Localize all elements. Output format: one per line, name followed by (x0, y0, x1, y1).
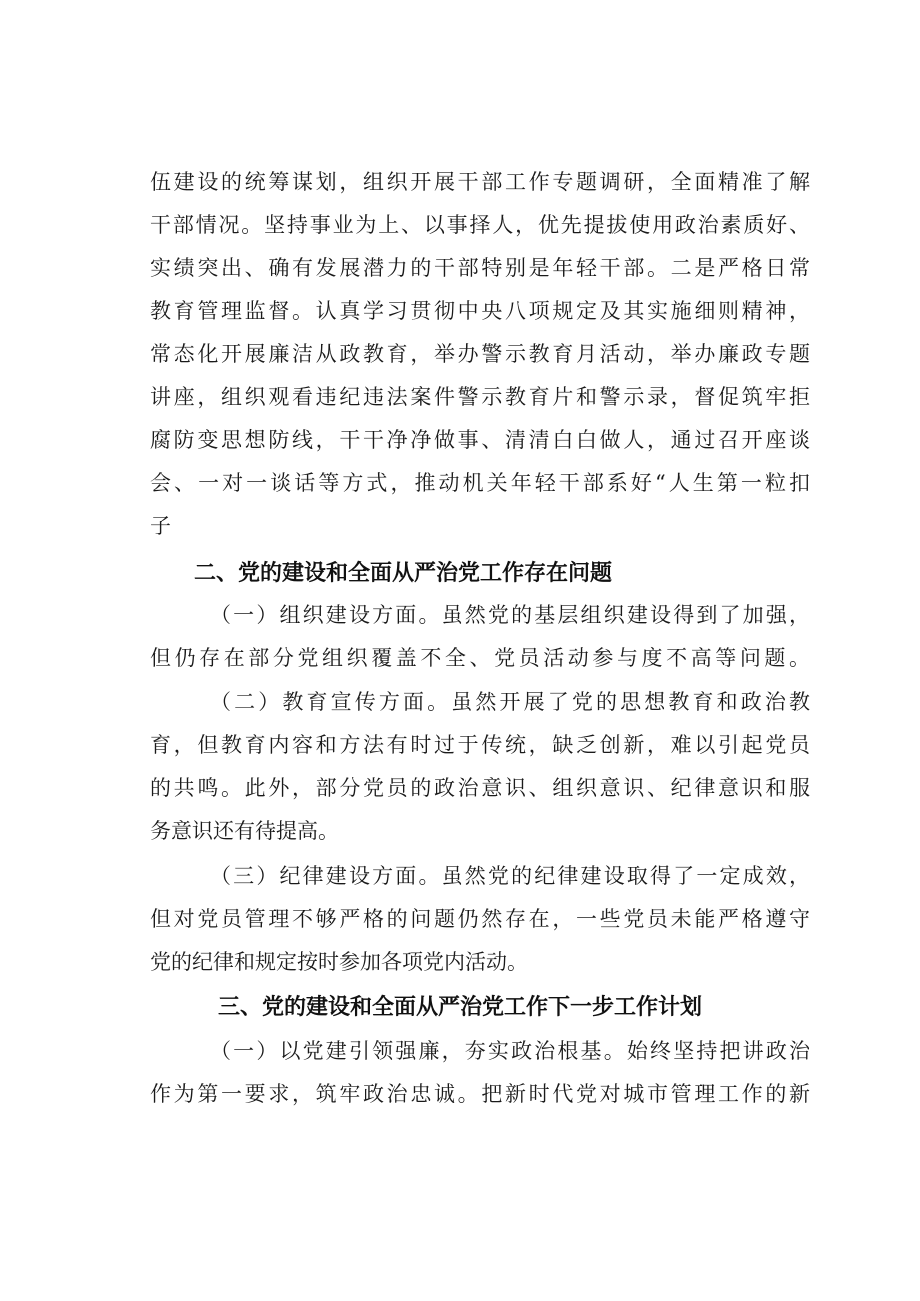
paragraph-line: 子 (150, 514, 171, 538)
paragraph-line: （二）教育宣传方面。虽然开展了党的思想教育和政治教 (210, 690, 810, 714)
paragraph-line: 伍建设的统筹谋划，组织开展干部工作专题调研，全面精准了解 (150, 170, 810, 194)
paragraph-line: 作为第一要求，筑牢政治忠诚。把新时代党对城市管理工作的新 (150, 1082, 810, 1106)
paragraph-line: 但仍存在部分党组织覆盖不全、党员活动参与度不高等问题。 (150, 646, 810, 670)
paragraph-line: 但对党员管理不够严格的问题仍然存在，一些党员未能严格遵守 (150, 907, 810, 931)
paragraph-line: 会、一对一谈话等方式，推动机关年轻干部系好“人生第一粒扣 (150, 471, 810, 495)
section-heading: 二、党的建设和全面从严治党工作存在问题 (194, 561, 613, 586)
paragraph-line: 常态化开展廉洁从政教育，举办警示教育月活动，举办廉政专题 (150, 342, 810, 366)
paragraph-line: （一）组织建设方面。虽然党的基层组织建设得到了加强， (210, 603, 810, 627)
paragraph-line: 党的纪律和规定按时参加各项党内活动。 (150, 950, 528, 974)
section-heading: 三、党的建设和全面从严治党工作下一步工作计划 (218, 995, 703, 1020)
paragraph-line: 腐防变思想防线，干干净净做事、清清白白做人，通过召开座谈 (150, 428, 810, 452)
paragraph-line: 教育管理监督。认真学习贯彻中央八项规定及其实施细则精神， (150, 299, 810, 323)
paragraph-line: （一）以党建引领强廉，夯实政治根基。始终坚持把讲政治 (210, 1039, 810, 1063)
paragraph-line: 讲座，组织观看违纪违法案件警示教育片和警示录，督促筑牢拒 (150, 385, 810, 409)
paragraph-line: 务意识还有待提高。 (150, 819, 339, 843)
paragraph-line: 的共鸣。此外，部分党员的政治意识、组织意识、纪律意识和服 (150, 776, 810, 800)
paragraph-line: 育，但教育内容和方法有时过于传统，缺乏创新，难以引起党员 (150, 733, 810, 757)
paragraph-line: 实绩突出、确有发展潜力的干部特别是年轻干部。二是严格日常 (150, 256, 810, 280)
paragraph-line: （三）纪律建设方面。虽然党的纪律建设取得了一定成效， (210, 864, 810, 888)
paragraph-line: 干部情况。坚持事业为上、以事择人，优先提拔使用政治素质好、 (150, 213, 810, 237)
